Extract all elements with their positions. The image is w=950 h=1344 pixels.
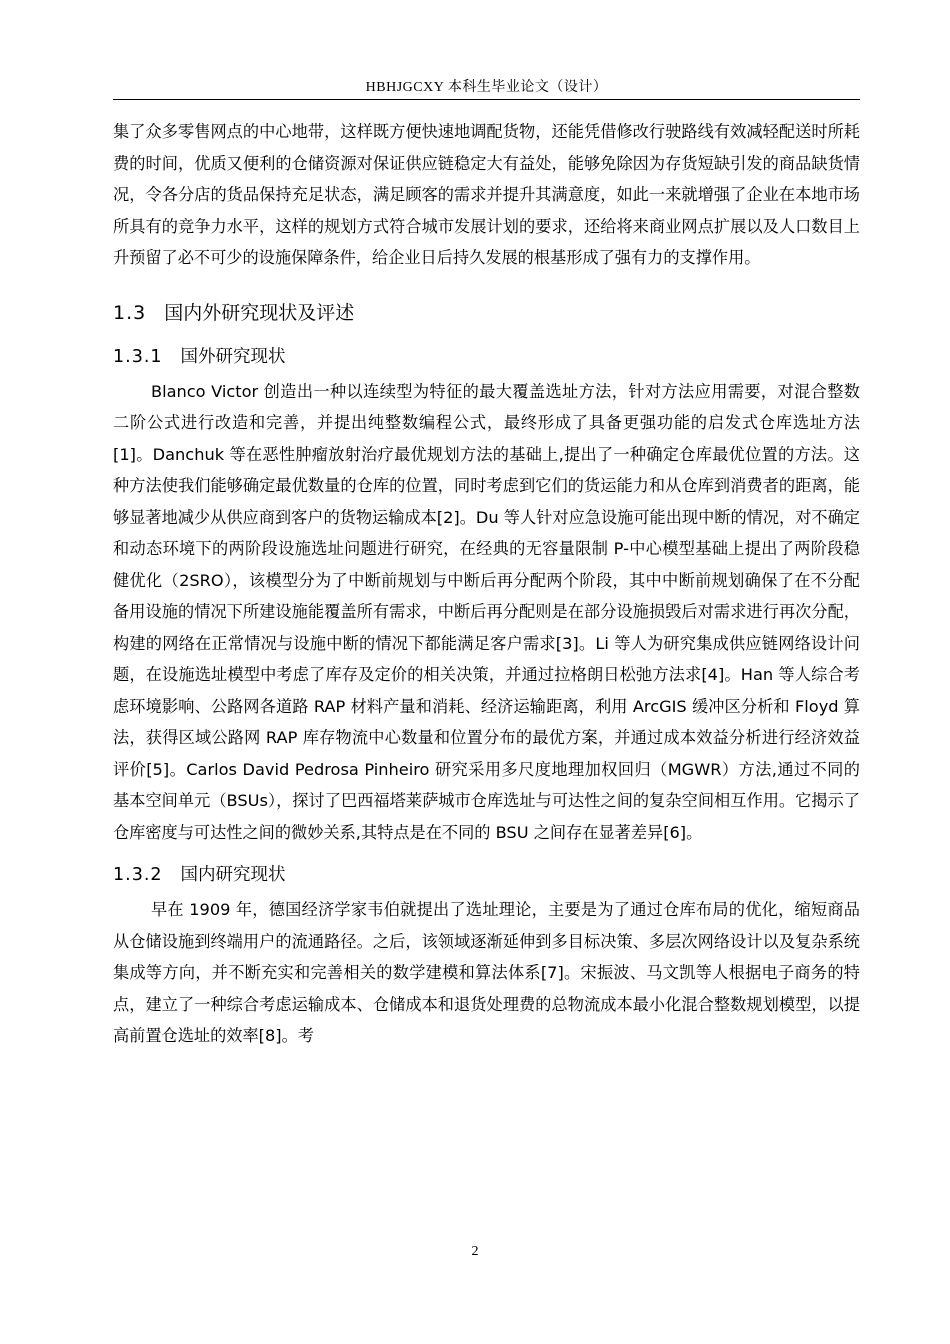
intro-paragraph: 集了众多零售网点的中心地带，这样既方便快速地调配货物，还能凭借修改行驶路线有效减轻配送时所耗费的时间，优质又便利的仓储资源对保证供应链稳定大有益处，能够免除因为存货短缺引发的商品缺货情况，令各分店的货品保持充足状态，满足顾客的需求并提升其满意度，如此一来就增强了企业在本地市场所具有的竞争力水平，这样的规划方式符合城市发展计划的要求，还给将来商业网点扩展以及人口数目上升预留了必不可少的设施保障条件，给企业日后持久发展的根基形成了强有力的支撑作用。 xyxy=(113,122,860,267)
domestic-research-paragraph: 早在 1909 年，德国经济学家韦伯就提出了选址理论，主要是为了通过仓库布局的优化，缩短商品从仓储设施到终端用户的流通路径。之后，该领域逐渐延伸到多目标决策、多层次网络设计以及复杂系统集成等方向，并不断充实和完善相关的数学建模和算法体系[7]。宋振波、马文凯等人根据电子商务的特点，建立了一种综合考虑运输成本、仓储成本和退货处理费的总物流成本最小化混合整数规划模型，以提高前置仓选址的效率[8]。考 xyxy=(113,900,860,1045)
subsection-title: 国外研究现状 xyxy=(180,346,286,367)
foreign-research-paragraph: Blanco Victor 创造出一种以连续型为特征的最大覆盖选址方法，针对方法应用需要，对混合整数二阶公式进行改造和完善，并提出纯整数编程公式，最终形成了具备更强功能的启发式仓库选址方法[1]。Danchuk 等在恶性肿瘤放射治疗最优规划方法的基础上,提出了一种确定仓库最优位置的方法。这种方法使我们能够确定最优数量的仓库的位置，同时考虑到它们的货运能力和从仓库到消费者的距离，能够显著地减少从供应商到客户的货物运输成本[2]。Du 等人针对应急设施可能出现中断的情况，对不确定和动态环境下的两阶段设施选址问题进行研究，在经典的无容量限制 P-中心模型基础上提出了两阶段稳健优化（2SRO），该模型分为了中断前规划与中断后再分配两个阶段，其中中断前规划确保了在不分配备用设施的情况下所建设施能覆盖所有需求，中断后再分配则是在部分设施损毁后对需求进行再次分配，构建的网络在正常情况与设施中断的情况下都能满足客户需求[3]。Li 等人为研究集成供应链网络设计问题，在设施选址模型中考虑了库存及定价的相关决策，并通过拉格朗日松弛方法求[4]。Han 等人综合考虑环境影响、公路网各道路 RAP 材料产量和消耗、经济运输距离，利用 ArcGIS 缓冲区分析和 Floyd 算法，获得区域公路网 RAP 库存物流中心数量和位置分布的最优方案，并通过成本效益分析进行经济效益评价[5]。Carlos David Pedrosa Pinheiro 研究采用多尺度地理加权回归（MGWR）方法,通过不同的基本空间单元（BSUs），探讨了巴西福塔莱萨城市仓库选址与可达性之间的复杂空间相互作用。它揭示了仓库密度与可达性之间的微妙关系,其特点是在不同的 BSU 之间存在显著差异[6]。 xyxy=(113,381,860,842)
running-header: HBHJGCXY 本科生毕业论文（设计） xyxy=(365,80,608,95)
header-divider xyxy=(113,99,860,100)
section-number: 1.3 xyxy=(113,301,147,324)
subsection-heading-1-3-1 xyxy=(113,340,860,374)
section-heading-1-3 xyxy=(113,296,860,330)
page-number: 2 xyxy=(471,1244,479,1259)
document-body xyxy=(113,116,860,1052)
section-title: 国内外研究现状及评述 xyxy=(164,301,355,324)
subsection-title: 国内研究现状 xyxy=(180,865,286,885)
subsection-heading-1-3-2 xyxy=(113,858,860,892)
subsection-number: 1.3.1 xyxy=(113,346,163,367)
subsection-number: 1.3.2 xyxy=(113,865,163,885)
